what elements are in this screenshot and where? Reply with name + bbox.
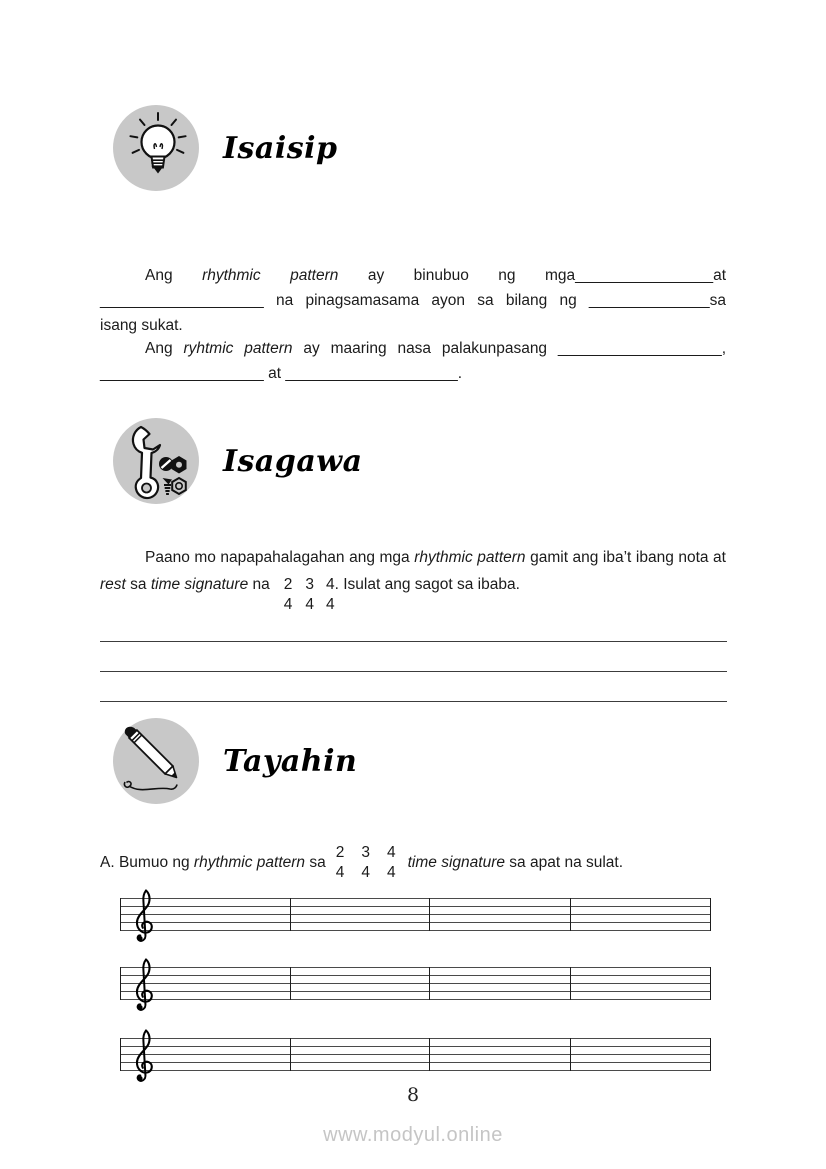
text-run-italic: time signature <box>407 854 505 871</box>
treble-clef-icon <box>132 1028 156 1086</box>
time-signature-2-4 <box>284 575 293 615</box>
text-run: ay maaring nasa palakunpasang ___________________, <box>303 340 726 357</box>
isagawa-question <box>100 546 726 615</box>
music-staff <box>120 967 711 1001</box>
text-run-italic: rhythmic pattern <box>202 267 339 284</box>
bar-line <box>120 967 121 1000</box>
staff-line <box>120 922 711 923</box>
bar-line <box>710 967 711 1000</box>
isaisip-paragraph-2 <box>100 336 726 386</box>
time-signature-4-4 <box>387 843 396 883</box>
staff-line <box>120 906 711 907</box>
bar-line <box>710 898 711 931</box>
text-run: A. Bumuo ng <box>100 854 190 871</box>
bar-line <box>570 898 571 931</box>
text-run: Ang <box>145 267 173 284</box>
page-number: 8 <box>406 1084 420 1106</box>
treble-clef-icon <box>132 888 156 946</box>
text-line: ___________________ at ____________________. <box>100 365 463 382</box>
time-signature-3-4 <box>361 843 370 883</box>
wrench-icon <box>113 418 199 504</box>
tayahin-instruction-a <box>100 843 623 883</box>
time-signature-row <box>100 575 726 615</box>
denominator: 4 <box>305 596 315 613</box>
staff-line <box>120 991 711 992</box>
lightbulb-icon <box>113 105 199 191</box>
bar-line <box>290 1038 291 1071</box>
bar-line <box>570 967 571 1000</box>
bar-line <box>710 1038 711 1071</box>
text-run: Ang <box>145 340 173 357</box>
numerator: 4 <box>387 844 396 861</box>
bar-line <box>429 898 430 931</box>
staff-line <box>120 1054 711 1055</box>
numerator: 2 <box>335 844 345 861</box>
staff-line <box>120 914 711 915</box>
text-run-italic: rhythmic pattern <box>414 549 526 566</box>
text-line <box>100 336 726 361</box>
section-header-isagawa <box>113 418 363 504</box>
music-staff <box>120 1038 711 1072</box>
bar-line <box>429 967 430 1000</box>
staff-line <box>120 1062 711 1063</box>
text-run-italic: ryhtmic pattern <box>183 340 293 357</box>
staff-line <box>120 975 711 976</box>
bar-line <box>120 1038 121 1071</box>
denominator: 4 <box>361 864 370 881</box>
staff-line <box>120 983 711 984</box>
time-signature-3-4 <box>305 575 314 615</box>
numerator: 2 <box>283 576 293 593</box>
text-run: ay binubuo ng mga________________at <box>367 267 726 284</box>
numerator: 3 <box>361 844 370 861</box>
answer-line <box>100 701 727 702</box>
watermark: www.modyul.online <box>323 1124 503 1146</box>
text-run: gamit ang iba’t ibang nota at <box>530 549 726 566</box>
text-line <box>100 263 726 288</box>
text-line <box>100 575 270 595</box>
text-run: sa <box>309 854 326 871</box>
bar-line <box>290 898 291 931</box>
time-signature-2-4 <box>336 843 345 883</box>
bar-line <box>120 898 121 931</box>
pencil-icon <box>113 718 199 804</box>
music-staff <box>120 898 711 932</box>
denominator: 4 <box>335 864 345 881</box>
text-run: na <box>252 576 270 593</box>
text-line <box>100 853 326 873</box>
text-line <box>100 546 726 570</box>
denominator: 4 <box>387 864 396 881</box>
bar-line <box>429 1038 430 1071</box>
staff-line <box>120 898 711 899</box>
treble-clef-icon <box>132 957 156 1015</box>
numerator: 3 <box>305 576 315 593</box>
denominator: 4 <box>283 596 293 613</box>
answer-line <box>100 671 727 672</box>
section-header-isaisip <box>113 105 338 191</box>
denominator: 4 <box>326 596 335 613</box>
numerator: 4 <box>326 576 335 593</box>
section-title-tayahin: Tayahin <box>223 743 358 779</box>
section-header-tayahin <box>113 718 357 804</box>
text-run-italic: rhythmic pattern <box>193 854 306 871</box>
text-run-italic: rest <box>100 576 126 593</box>
bar-line <box>570 1038 571 1071</box>
text-line: ___________________ na pinagsamasama ayon sa bilang ng ______________sa <box>100 292 726 309</box>
text-run: . Isulat ang sagot sa ibaba. <box>334 576 520 593</box>
text-line <box>408 853 623 873</box>
text-run-italic: time signature <box>150 576 249 593</box>
answer-line <box>100 641 727 642</box>
text-run: Paano mo napapahalagahan ang mga <box>145 549 410 566</box>
staff-line <box>120 967 711 968</box>
text-run: sa <box>130 576 147 593</box>
section-title-isagawa: Isagawa <box>223 443 363 479</box>
staff-line <box>120 1070 711 1071</box>
staff-line <box>120 930 711 931</box>
time-signature-4-4 <box>326 575 335 615</box>
text-line: isang sukat. <box>100 317 183 334</box>
staff-line <box>120 1046 711 1047</box>
text-run: sa apat na sulat. <box>509 854 624 871</box>
bar-line <box>290 967 291 1000</box>
staff-line <box>120 999 711 1000</box>
isaisip-paragraph-1 <box>100 263 726 338</box>
section-title-isaisip: Isaisip <box>223 130 338 166</box>
staff-line <box>120 1038 711 1039</box>
